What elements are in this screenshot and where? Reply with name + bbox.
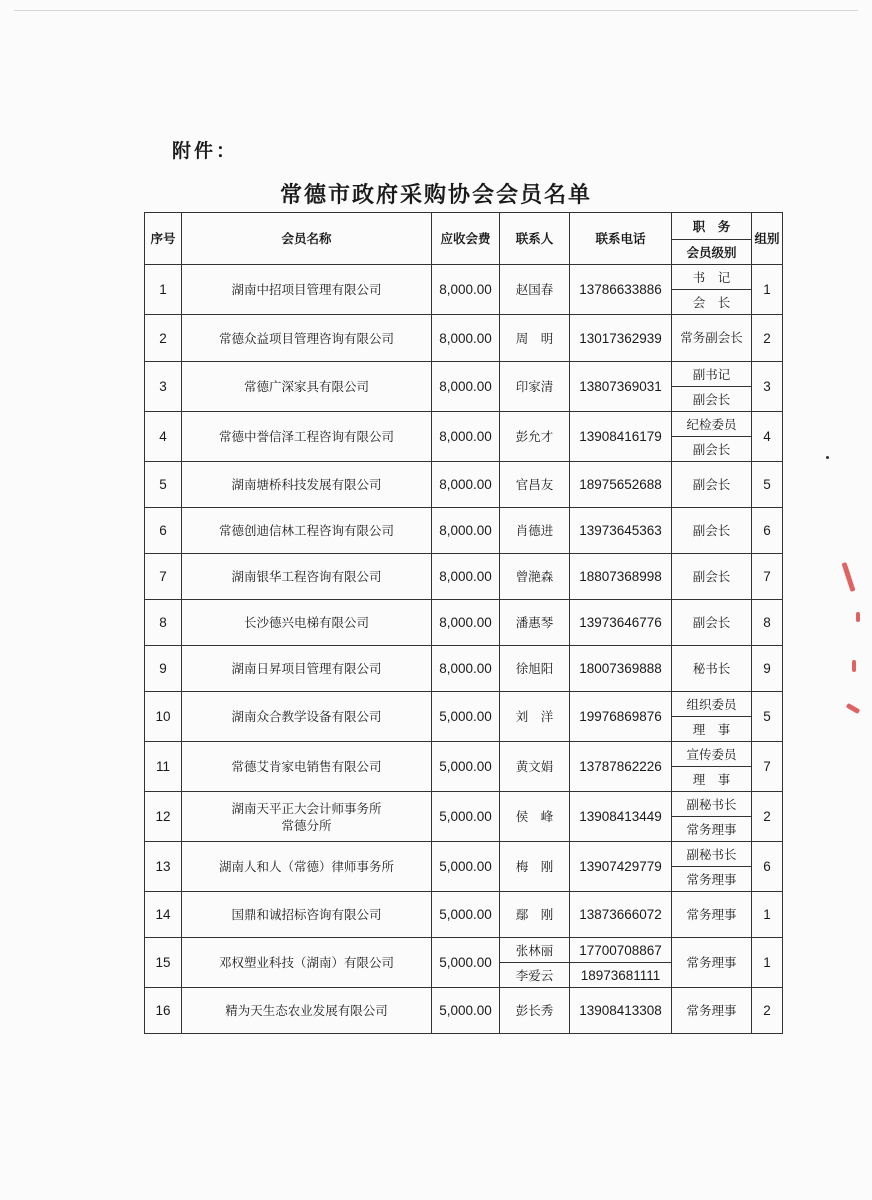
row-seq: 16 xyxy=(145,988,182,1034)
row-contact: 李爱云 xyxy=(500,963,570,988)
row-phone: 18807368998 xyxy=(570,554,672,600)
row-company: 常德众益项目管理咨询有限公司 xyxy=(182,315,432,362)
row-contact: 侯 峰 xyxy=(500,792,570,842)
header-fee: 应收会费 xyxy=(432,213,500,265)
row-position-top: 副秘书长 xyxy=(672,792,752,817)
row-seq: 6 xyxy=(145,508,182,554)
row-contact: 鄢 刚 xyxy=(500,892,570,938)
row-contact: 印家清 xyxy=(500,362,570,412)
row-position: 副会长 xyxy=(672,600,752,646)
row-contact: 张林丽 xyxy=(500,938,570,963)
scan-speck xyxy=(826,456,829,459)
row-contact: 梅 刚 xyxy=(500,842,570,892)
stamp-mark xyxy=(841,562,855,592)
row-fee: 8,000.00 xyxy=(432,362,500,412)
row-position-bottom: 理 事 xyxy=(672,767,752,792)
row-fee: 8,000.00 xyxy=(432,646,500,692)
row-position: 常务理事 xyxy=(672,892,752,938)
row-seq: 11 xyxy=(145,742,182,792)
row-group: 5 xyxy=(752,462,783,508)
row-position: 常务理事 xyxy=(672,938,752,988)
stamp-mark xyxy=(852,660,856,672)
row-fee: 5,000.00 xyxy=(432,742,500,792)
member-table xyxy=(144,212,783,1034)
row-phone: 13973645363 xyxy=(570,508,672,554)
row-contact: 曾滟森 xyxy=(500,554,570,600)
row-phone: 13973646776 xyxy=(570,600,672,646)
row-phone: 13873666072 xyxy=(570,892,672,938)
row-position xyxy=(672,315,752,362)
row-group: 8 xyxy=(752,600,783,646)
row-group: 5 xyxy=(752,692,783,742)
row-phone: 13807369031 xyxy=(570,362,672,412)
stamp-mark xyxy=(846,703,861,714)
attachment-label: 附件： xyxy=(172,140,239,162)
row-fee: 5,000.00 xyxy=(432,842,500,892)
row-position-top: 副书记 xyxy=(672,362,752,387)
row-seq: 2 xyxy=(145,315,182,362)
row-company: 长沙德兴电梯有限公司 xyxy=(182,600,432,646)
row-company: 常德创迪信林工程咨询有限公司 xyxy=(182,508,432,554)
page-top-rule xyxy=(14,10,858,11)
row-seq: 12 xyxy=(145,792,182,842)
row-fee: 8,000.00 xyxy=(432,600,500,646)
row-company: 常德中誉信泽工程咨询有限公司 xyxy=(182,412,432,462)
row-contact: 官昌友 xyxy=(500,462,570,508)
row-fee: 8,000.00 xyxy=(432,265,500,315)
row-contact: 彭允才 xyxy=(500,412,570,462)
row-phone: 13908416179 xyxy=(570,412,672,462)
header-phone: 联系电话 xyxy=(570,213,672,265)
row-fee: 5,000.00 xyxy=(432,938,500,988)
row-seq: 13 xyxy=(145,842,182,892)
row-contact: 肖德进 xyxy=(500,508,570,554)
row-seq: 4 xyxy=(145,412,182,462)
row-phone: 13908413308 xyxy=(570,988,672,1034)
row-company: 湖南银华工程咨询有限公司 xyxy=(182,554,432,600)
header-group: 组别 xyxy=(752,213,783,265)
stamp-mark xyxy=(856,612,860,622)
row-group: 1 xyxy=(752,265,783,315)
row-seq: 8 xyxy=(145,600,182,646)
row-fee: 5,000.00 xyxy=(432,792,500,842)
row-group: 1 xyxy=(752,938,783,988)
row-seq: 10 xyxy=(145,692,182,742)
row-group: 2 xyxy=(752,988,783,1034)
row-company: 国鼎和诚招标咨询有限公司 xyxy=(182,892,432,938)
row-company: 邓权塑业科技（湖南）有限公司 xyxy=(182,938,432,988)
row-seq: 7 xyxy=(145,554,182,600)
row-contact: 徐旭阳 xyxy=(500,646,570,692)
row-position-text: 常务副会长 xyxy=(680,330,743,345)
row-phone: 13787862226 xyxy=(570,742,672,792)
row-phone: 18975652688 xyxy=(570,462,672,508)
row-phone: 18973681111 xyxy=(570,963,672,988)
row-position: 副会长 xyxy=(672,508,752,554)
row-contact: 彭长秀 xyxy=(500,988,570,1034)
row-position: 副会长 xyxy=(672,554,752,600)
row-fee: 5,000.00 xyxy=(432,892,500,938)
row-company xyxy=(182,792,432,842)
row-phone: 13907429779 xyxy=(570,842,672,892)
row-seq: 14 xyxy=(145,892,182,938)
row-group: 9 xyxy=(752,646,783,692)
row-group: 7 xyxy=(752,742,783,792)
row-position-bottom: 常务理事 xyxy=(672,867,752,892)
row-company: 湖南中招项目管理有限公司 xyxy=(182,265,432,315)
row-seq: 9 xyxy=(145,646,182,692)
row-company: 湖南人和人（常德）律师事务所 xyxy=(182,842,432,892)
row-position: 秘书长 xyxy=(672,646,752,692)
row-company-line2: 常德分所 xyxy=(281,817,332,833)
row-group: 6 xyxy=(752,842,783,892)
row-company: 湖南日昇项目管理有限公司 xyxy=(182,646,432,692)
row-group: 6 xyxy=(752,508,783,554)
row-position-top: 副秘书长 xyxy=(672,842,752,867)
row-position-bottom: 会 长 xyxy=(672,290,752,315)
row-company-line1: 湖南天平正大会计师事务所 xyxy=(231,800,382,816)
row-phone: 19976869876 xyxy=(570,692,672,742)
row-position-top: 组织委员 xyxy=(672,692,752,717)
row-contact: 刘 洋 xyxy=(500,692,570,742)
row-seq: 3 xyxy=(145,362,182,412)
row-position-bottom: 理 事 xyxy=(672,717,752,742)
row-fee: 8,000.00 xyxy=(432,315,500,362)
row-contact: 周 明 xyxy=(500,315,570,362)
row-position-bottom: 副会长 xyxy=(672,387,752,412)
row-seq: 1 xyxy=(145,265,182,315)
row-group: 7 xyxy=(752,554,783,600)
row-fee: 8,000.00 xyxy=(432,508,500,554)
row-position-top: 纪检委员 xyxy=(672,412,752,437)
row-phone: 18007369888 xyxy=(570,646,672,692)
row-phone: 13017362939 xyxy=(570,315,672,362)
row-position-top: 书 记 xyxy=(672,265,752,290)
row-group: 4 xyxy=(752,412,783,462)
row-company: 湖南众合教学设备有限公司 xyxy=(182,692,432,742)
row-group: 2 xyxy=(752,315,783,362)
row-seq: 5 xyxy=(145,462,182,508)
row-position: 常务理事 xyxy=(672,988,752,1034)
row-position-bottom: 常务理事 xyxy=(672,817,752,842)
row-phone: 13908413449 xyxy=(570,792,672,842)
row-contact: 黄文娟 xyxy=(500,742,570,792)
header-name: 会员名称 xyxy=(182,213,432,265)
row-company: 常德广深家具有限公司 xyxy=(182,362,432,412)
row-seq: 15 xyxy=(145,938,182,988)
row-contact: 赵国春 xyxy=(500,265,570,315)
header-level: 会员级别 xyxy=(672,240,752,265)
row-fee: 5,000.00 xyxy=(432,692,500,742)
row-contact: 潘惠琴 xyxy=(500,600,570,646)
row-company: 常德艾肯家电销售有限公司 xyxy=(182,742,432,792)
row-fee: 8,000.00 xyxy=(432,554,500,600)
row-phone: 17700708867 xyxy=(570,938,672,963)
header-position: 职 务 xyxy=(672,213,752,240)
row-company: 精为天生态农业发展有限公司 xyxy=(182,988,432,1034)
page-title: 常德市政府采购协会会员名单 xyxy=(279,183,592,208)
header-seq: 序号 xyxy=(145,213,182,265)
row-fee: 8,000.00 xyxy=(432,462,500,508)
row-position: 副会长 xyxy=(672,462,752,508)
row-group: 1 xyxy=(752,892,783,938)
row-fee: 8,000.00 xyxy=(432,412,500,462)
row-group: 3 xyxy=(752,362,783,412)
row-fee: 5,000.00 xyxy=(432,988,500,1034)
header-contact: 联系人 xyxy=(500,213,570,265)
row-company: 湖南塘桥科技发展有限公司 xyxy=(182,462,432,508)
row-group: 2 xyxy=(752,792,783,842)
row-position-bottom: 副会长 xyxy=(672,437,752,462)
row-phone: 13786633886 xyxy=(570,265,672,315)
row-position-top: 宣传委员 xyxy=(672,742,752,767)
